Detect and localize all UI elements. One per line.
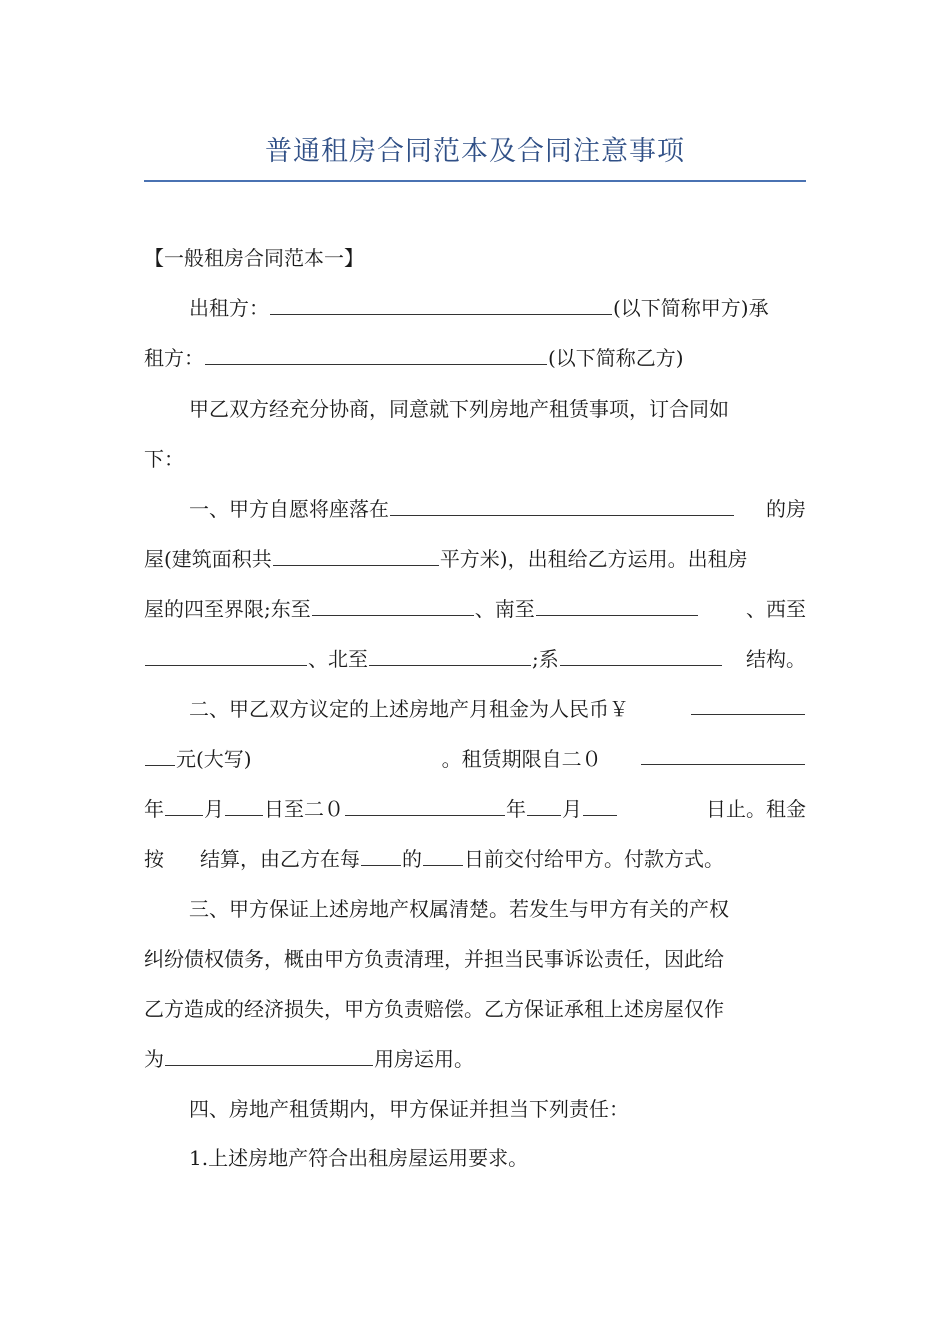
lessee-suffix: (以下简称乙方) (548, 346, 684, 370)
article-3-text-a: 为 (144, 1047, 164, 1071)
article-2-text-c: 。租赁期限自二０ (441, 747, 602, 771)
article-1-text-f: 、南至 (474, 597, 535, 621)
article-2-text-h: 月 (562, 797, 582, 821)
article-2-text-b: 元(大写) (176, 747, 252, 771)
location-blank (390, 495, 734, 516)
article-2-text-j: 按 (144, 847, 164, 871)
south-blank (536, 595, 698, 616)
end-day-blank (583, 795, 617, 816)
article-1-line-3 (144, 594, 806, 624)
article-2-line-3 (144, 794, 806, 824)
area-blank (273, 545, 439, 566)
article-1-text-i: ;系 (532, 647, 559, 671)
article-1-line-1 (189, 494, 806, 524)
article-2-text-a: 二、甲乙双方议定的上述房地产月租金为人民币￥ (189, 697, 629, 721)
north-blank (369, 645, 531, 666)
article-3-line-2: 纠纷债权债务，概由甲方负责清理，并担当民事诉讼责任，因此给 (144, 947, 724, 971)
title-underline (144, 180, 806, 182)
end-year-blank (345, 795, 505, 816)
article-1-text-e: 屋的四至界限;东至 (144, 597, 311, 621)
article-1-text-d: 平方米)，出租给乙方运用。出租房 (439, 547, 748, 571)
article-1-line-2 (144, 544, 806, 574)
lessee-blank (205, 344, 547, 365)
lessor-suffix: (以下简称甲方)承 (613, 296, 769, 320)
payment-day-blank (423, 845, 463, 866)
west-blank (145, 645, 307, 666)
article-2-text-e: 月 (204, 797, 224, 821)
article-2-text-m: 日前交付给甲方。付款方式。 (464, 847, 724, 871)
intro-line-2: 下： (144, 447, 184, 471)
start-day-blank (225, 795, 263, 816)
start-month-blank (165, 795, 203, 816)
article-1-text-b: 的房 (766, 497, 806, 521)
payment-period-blank (361, 845, 401, 866)
article-1-text-g: 、西至 (746, 597, 806, 621)
article-1-text-c: 屋(建筑面积共 (144, 547, 272, 571)
rent-amount-blank-cont (145, 745, 175, 766)
end-month-blank (527, 795, 561, 816)
article-3-line-3: 乙方造成的经济损失，甲方负责赔偿。乙方保证承租上述房屋仅作 (144, 997, 724, 1021)
article-2-line-1 (189, 694, 806, 724)
article-4-item-1: 1.上述房地产符合出租房屋运用要求。 (189, 1146, 529, 1170)
lessor-blank (270, 294, 612, 315)
article-2-line-2 (144, 744, 806, 774)
lessor-label: 出租方： (189, 296, 269, 320)
article-2-text-l: 的 (402, 847, 422, 871)
document-title: 普通租房合同范本及合同注意事项 (265, 136, 685, 167)
section-heading: 【一般租房合同范本一】 (144, 246, 364, 270)
rent-amount-blank (691, 694, 805, 715)
article-2-line-4 (144, 844, 806, 874)
lessor-line (189, 293, 806, 323)
article-2-text-k: 结算，由乙方在每 (200, 847, 360, 871)
east-blank (312, 595, 474, 616)
intro-line-1: 甲乙双方经充分协商，同意就下列房地产租赁事项，订合同如 (189, 397, 729, 421)
usage-blank (165, 1045, 373, 1066)
article-2-text-i: 日止。租金 (706, 797, 806, 821)
article-3-line-1: 三、甲方保证上述房地产权属清楚。若发生与甲方有关的产权 (189, 897, 729, 921)
lessee-line (144, 343, 806, 373)
structure-blank (560, 645, 722, 666)
article-3-text-b: 用房运用。 (374, 1047, 474, 1071)
article-2-text-f: 日至二０ (264, 797, 344, 821)
lessee-label: 租方： (144, 346, 204, 370)
start-year-blank (641, 744, 805, 765)
article-3-line-4 (144, 1044, 806, 1074)
article-1-line-4 (144, 644, 806, 674)
article-1-text-j: 结构。 (746, 647, 806, 671)
article-1-text-a: 一、甲方自愿将座落在 (189, 497, 389, 521)
article-2-text-g: 年 (506, 797, 526, 821)
article-1-text-h: 、北至 (308, 647, 368, 671)
article-2-text-d: 年 (144, 797, 164, 821)
article-4-line-1: 四、房地产租赁期内，甲方保证并担当下列责任： (189, 1097, 629, 1121)
